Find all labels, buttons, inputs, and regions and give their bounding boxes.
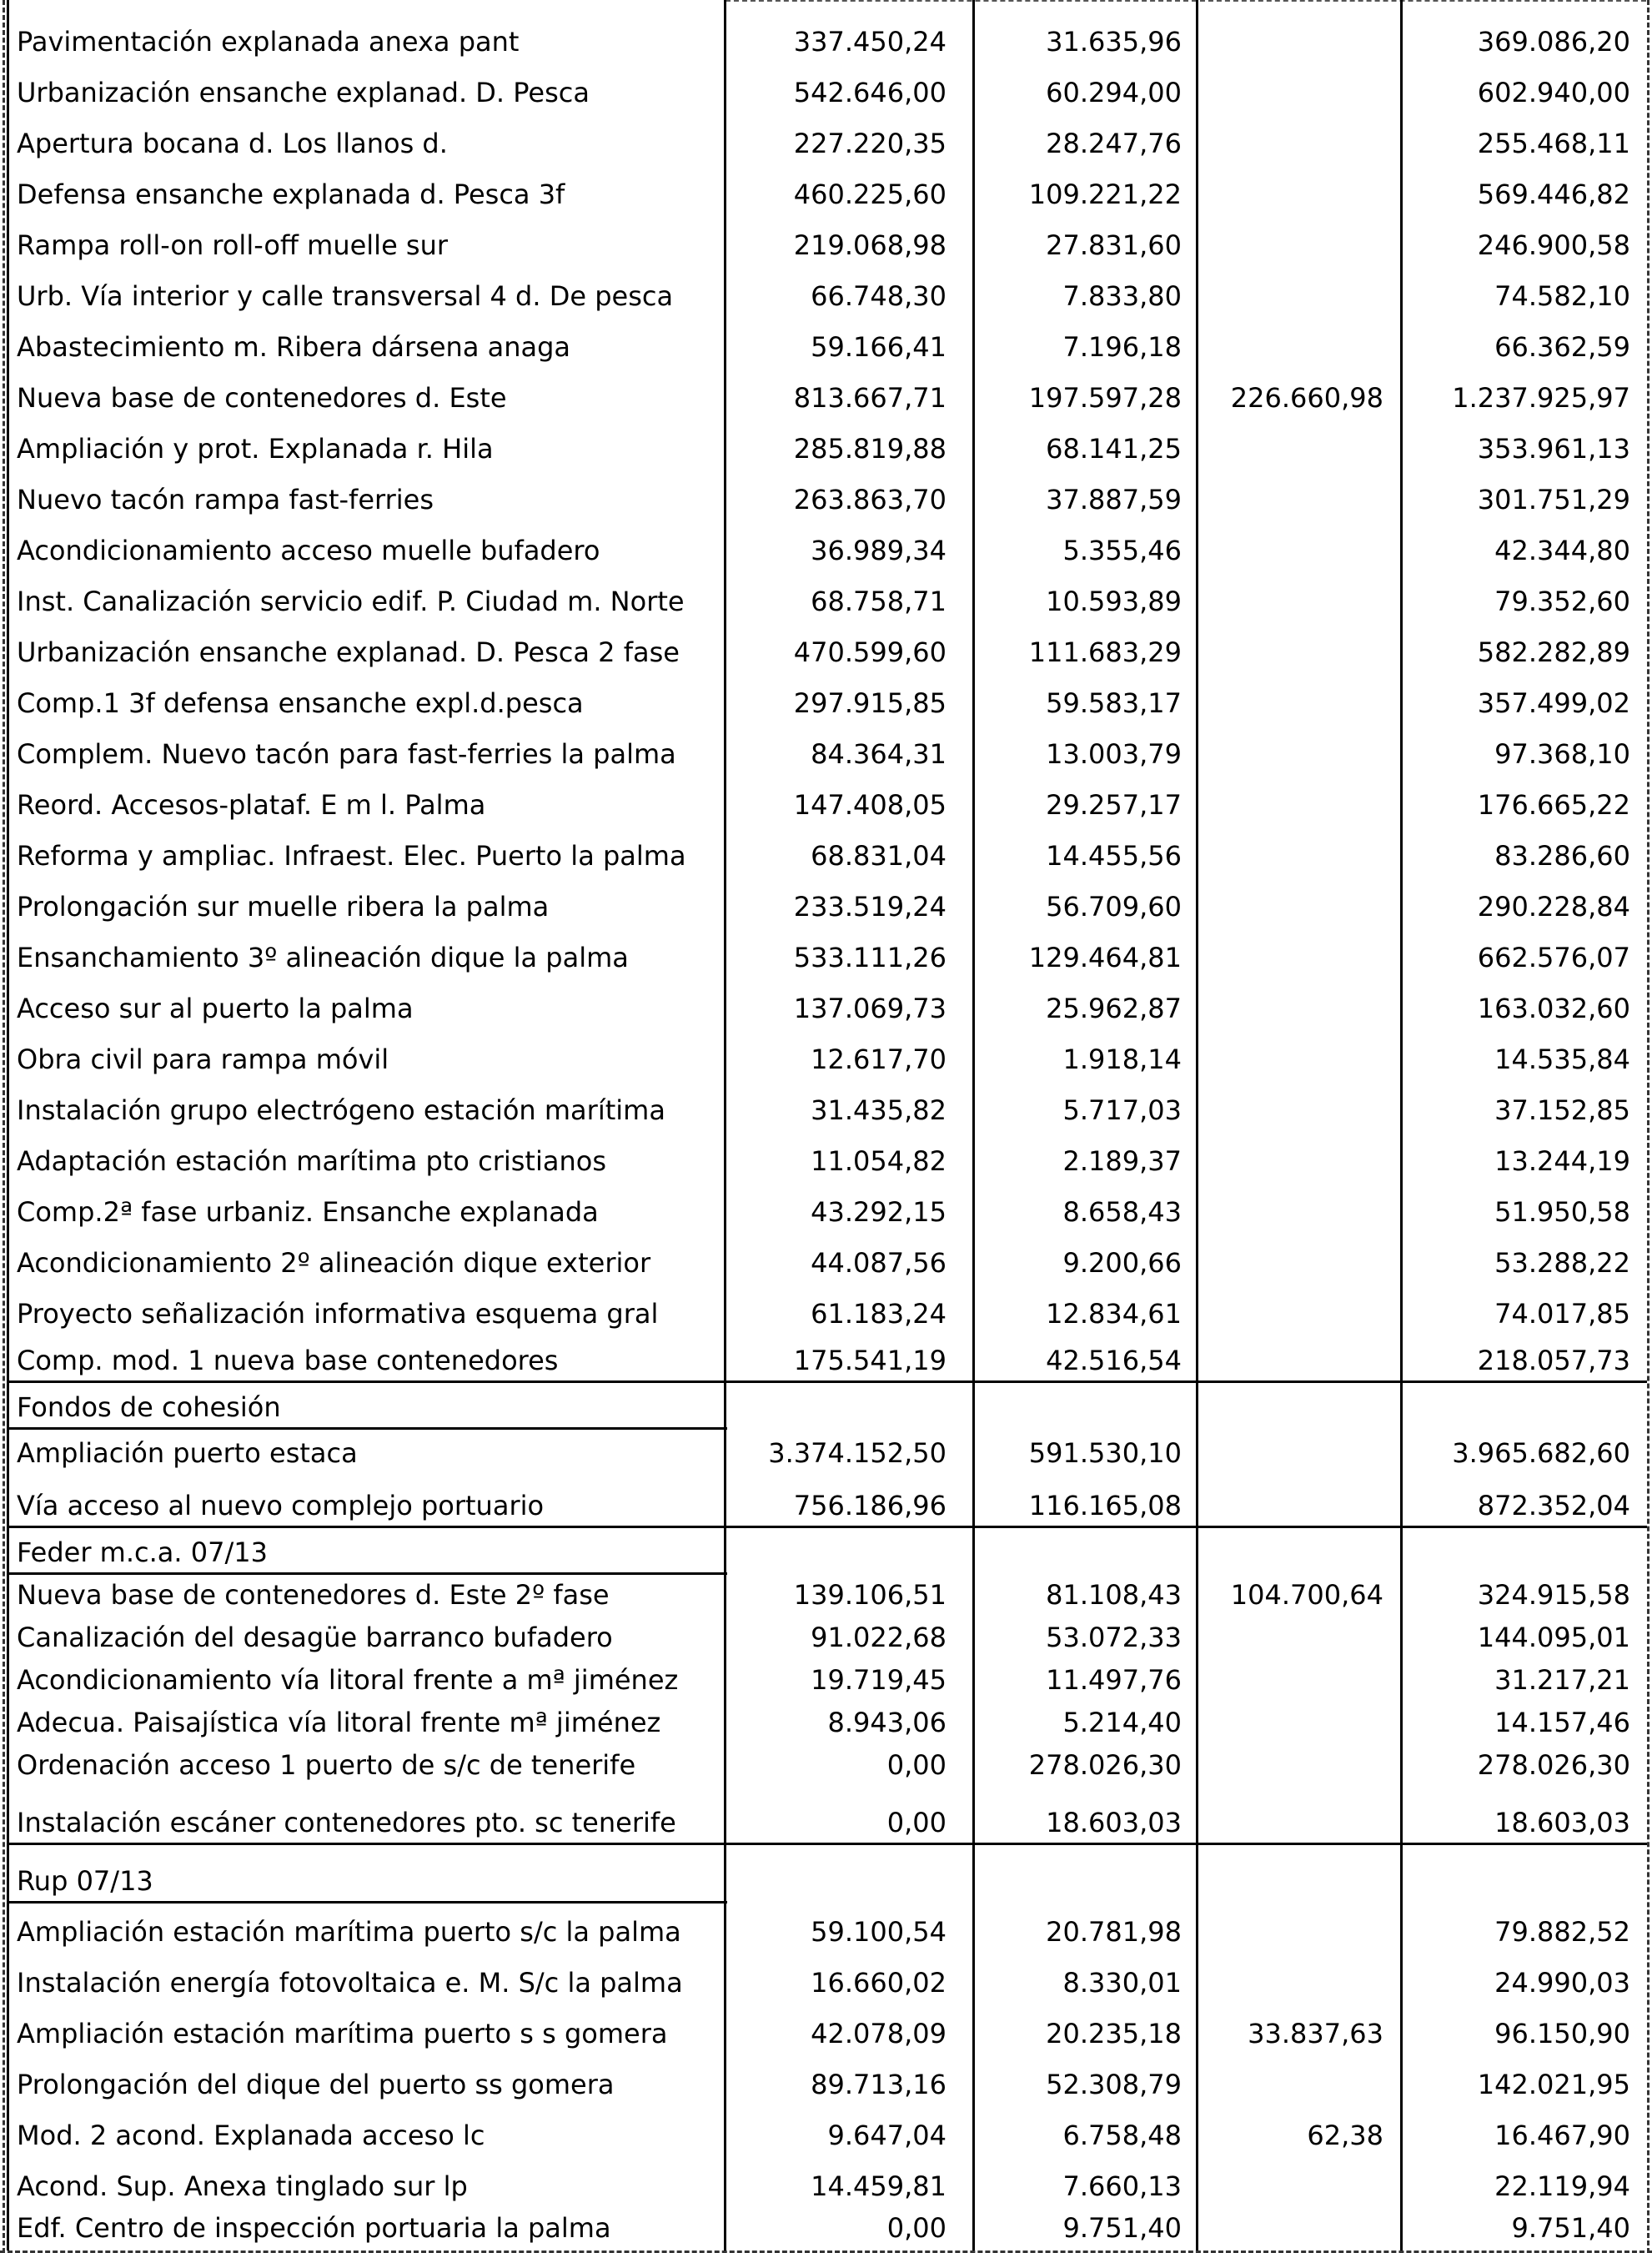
amount-col-2 [975, 1528, 1198, 1568]
amount-col-1: 533.111,26 [793, 942, 947, 973]
total-amount: 18.603,03 [1494, 1807, 1630, 1838]
project-description: Instalación energía fotovoltaica e. M. S/c la palma [17, 1967, 683, 1999]
total-amount: 662.576,07 [1477, 942, 1630, 973]
table-row [0, 1702, 1652, 1738]
project-description: Comp. mod. 1 nueva base contenedores [17, 1345, 559, 1376]
table-row [0, 115, 1652, 159]
amount-col-2: 1.918,14 [1062, 1044, 1182, 1075]
project-description: Acondicionamiento 2º alineación dique exterior [17, 1247, 651, 1279]
project-description: Abastecimiento m. Ribera dársena anaga [17, 331, 571, 363]
amount-col-2: 56.709,60 [1046, 891, 1182, 923]
table-row [0, 1031, 1652, 1075]
amount-col-1 [729, 1845, 963, 1897]
amount-col-1: 147.408,05 [793, 789, 947, 821]
table-row [0, 1745, 1652, 1781]
amount-col-2: 9.751,40 [1062, 2212, 1182, 2244]
total-amount: 353.961,13 [1477, 433, 1630, 465]
amount-col-1: 263.863,70 [793, 484, 947, 515]
amount-col-3 [1210, 1383, 1400, 1423]
total-amount: 142.021,95 [1477, 2069, 1630, 2100]
amount-col-1: 11.054,82 [811, 1145, 947, 1177]
total-amount: 22.119,94 [1494, 2170, 1630, 2202]
project-description: Acondicionamiento acceso muelle bufadero [17, 535, 600, 566]
amount-col-2: 28.247,76 [1046, 128, 1182, 159]
total-amount: 246.900,58 [1477, 229, 1630, 261]
amount-col-1: 66.748,30 [811, 280, 947, 312]
amount-col-2: 5.214,40 [1062, 1707, 1182, 1738]
table-row [0, 2209, 1652, 2244]
amount-col-3 [1210, 1476, 1400, 1521]
total-amount: 369.086,20 [1477, 26, 1630, 58]
project-description: Adaptación estación marítima pto cristianos [17, 1145, 606, 1177]
amount-col-3 [1210, 1617, 1400, 1653]
project-description: Ensanchamiento 3º alineación dique la palma [17, 942, 629, 973]
amount-col-3 [1210, 1133, 1400, 1177]
table-row [0, 13, 1652, 58]
table-row [0, 1788, 1652, 1838]
table-row [0, 1575, 1652, 1611]
amount-col-3 [1210, 420, 1400, 465]
total-amount: 53.288,22 [1494, 1247, 1630, 1279]
total-amount: 324.915,58 [1477, 1579, 1630, 1611]
amount-col-1: 68.758,71 [811, 586, 947, 617]
total-amount [1405, 1528, 1645, 1568]
total-amount: 16.467,90 [1494, 2120, 1630, 2151]
project-description: Pavimentación explanada anexa pant [17, 26, 520, 58]
amount-col-3 [1210, 1285, 1400, 1330]
amount-col-1: 59.100,54 [811, 1916, 947, 1948]
table-row [0, 2056, 1652, 2100]
project-description: Vía acceso al nuevo complejo portuario [17, 1490, 545, 1521]
table-row [0, 1954, 1652, 1999]
column-divider [7, 0, 9, 2250]
amount-col-3 [1210, 573, 1400, 617]
amount-col-3 [1210, 1430, 1400, 1469]
amount-col-1: 19.719,45 [811, 1664, 947, 1696]
amount-col-3 [1210, 1903, 1400, 1948]
project-description: Complem. Nuevo tacón para fast-ferries la palma [17, 738, 676, 770]
amount-col-3 [1210, 64, 1400, 108]
amount-col-2: 278.026,30 [1028, 1749, 1182, 1781]
table-row [0, 1430, 1652, 1469]
total-amount [1405, 1845, 1645, 1897]
total-amount: 14.157,46 [1494, 1707, 1630, 1738]
amount-col-3 [1210, 1660, 1400, 1696]
project-description: Comp.1 3f defensa ensanche expl.d.pesca [17, 687, 584, 719]
total-amount: 3.965.682,60 [1452, 1437, 1630, 1469]
project-description: Inst. Canalización servicio edif. P. Ciudad m. Norte [17, 586, 685, 617]
total-amount: 79.882,52 [1494, 1916, 1630, 1948]
project-description: Feder m.c.a. 07/13 [17, 1536, 268, 1568]
total-amount: 74.582,10 [1494, 280, 1630, 312]
table-row [0, 2107, 1652, 2151]
table-row [0, 573, 1652, 617]
project-description: Reord. Accesos-plataf. E m l. Palma [17, 789, 486, 821]
project-description: Nueva base de contenedores d. Este [17, 382, 507, 414]
total-amount: 83.286,60 [1494, 840, 1630, 872]
table-row [0, 2158, 1652, 2202]
amount-col-1: 470.599,60 [793, 636, 947, 668]
column-divider [972, 0, 975, 2250]
project-description: Fondos de cohesión [17, 1391, 281, 1423]
amount-col-3 [1210, 624, 1400, 668]
amount-col-1: 0,00 [886, 2212, 947, 2244]
table-row [0, 370, 1652, 414]
amount-col-1: 285.819,88 [793, 433, 947, 465]
table-row [0, 675, 1652, 719]
project-description: Mod. 2 acond. Explanada acceso lc [17, 2120, 485, 2151]
amount-col-2: 197.597,28 [1028, 382, 1182, 414]
amount-col-2: 20.235,18 [1046, 2018, 1182, 2049]
table-row [0, 1285, 1652, 1330]
table-row [0, 1082, 1652, 1126]
amount-col-2: 12.834,61 [1046, 1298, 1182, 1330]
project-description: Urbanización ensanche explanad. D. Pesca 2 fase [17, 636, 680, 668]
total-amount: 24.990,03 [1494, 1967, 1630, 1999]
amount-col-3 [1210, 115, 1400, 159]
table-row [0, 1903, 1652, 1948]
amount-col-2 [975, 1845, 1198, 1897]
amount-col-2: 8.658,43 [1062, 1196, 1182, 1228]
amount-col-1: 175.541,19 [793, 1345, 947, 1376]
amount-col-2: 31.635,96 [1046, 26, 1182, 58]
amount-col-3 [1210, 319, 1400, 363]
total-amount: 97.368,10 [1494, 738, 1630, 770]
column-divider [724, 0, 726, 2250]
table-row [0, 319, 1652, 363]
amount-col-2: 591.530,10 [1028, 1437, 1182, 1469]
amount-col-1: 16.660,02 [811, 1967, 947, 1999]
project-description: Urb. Vía interior y calle transversal 4 d. De pesca [17, 280, 674, 312]
amount-col-2: 7.833,80 [1062, 280, 1182, 312]
project-description: Edf. Centro de inspección portuaria la palma [17, 2212, 611, 2244]
amount-col-2: 2.189,37 [1062, 1145, 1182, 1177]
amount-col-1: 59.166,41 [811, 331, 947, 363]
table-row [0, 624, 1652, 668]
amount-col-2: 13.003,79 [1046, 738, 1182, 770]
project-description: Prolongación del dique del puerto ss gomera [17, 2069, 615, 2100]
amount-col-1: 756.186,96 [793, 1490, 947, 1521]
table-row [0, 1383, 1652, 1423]
amount-col-1: 8.943,06 [827, 1707, 947, 1738]
table-row [0, 1617, 1652, 1653]
amount-col-3 [1210, 1184, 1400, 1228]
total-amount: 144.095,01 [1477, 1622, 1630, 1653]
amount-col-3 [1210, 929, 1400, 973]
table-row [0, 268, 1652, 312]
total-amount: 13.244,19 [1494, 1145, 1630, 1177]
amount-col-1: 89.713,16 [811, 2069, 947, 2100]
amount-col-2: 8.330,01 [1062, 1967, 1182, 1999]
amount-col-2: 53.072,33 [1046, 1622, 1182, 1653]
amount-col-3 [1210, 2209, 1400, 2244]
amount-col-1: 542.646,00 [793, 77, 947, 108]
column-divider [1196, 1383, 1198, 2250]
table-row [0, 471, 1652, 515]
table-row [0, 1235, 1652, 1279]
total-amount: 218.057,73 [1477, 1345, 1630, 1376]
amount-col-1: 219.068,98 [793, 229, 947, 261]
total-amount: 79.352,60 [1494, 586, 1630, 617]
amount-col-2: 27.831,60 [1046, 229, 1182, 261]
total-amount: 51.950,58 [1494, 1196, 1630, 1228]
amount-col-2: 5.355,46 [1062, 535, 1182, 566]
amount-col-3 [1210, 13, 1400, 58]
amount-col-2: 68.141,25 [1046, 433, 1182, 465]
amount-col-1: 137.069,73 [793, 993, 947, 1024]
table-row [0, 1845, 1652, 1897]
amount-col-3 [1210, 166, 1400, 210]
table-row [0, 929, 1652, 973]
project-description: Reforma y ampliac. Infraest. Elec. Puerto la palma [17, 840, 686, 872]
amount-col-2: 109.221,22 [1028, 179, 1182, 210]
amount-col-1: 43.292,15 [811, 1196, 947, 1228]
total-amount: 163.032,60 [1477, 993, 1630, 1024]
amount-col-1: 42.078,09 [811, 2018, 947, 2049]
total-amount: 290.228,84 [1477, 891, 1630, 923]
project-description: Ampliación puerto estaca [17, 1437, 358, 1469]
project-description: Ampliación estación marítima puerto s/c la palma [17, 1916, 681, 1948]
amount-col-1: 9.647,04 [827, 2120, 947, 2151]
total-amount: 872.352,04 [1477, 1490, 1630, 1521]
amount-col-2: 7.196,18 [1062, 331, 1182, 363]
amount-col-2: 52.308,79 [1046, 2069, 1182, 2100]
amount-col-1: 14.459,81 [811, 2170, 947, 2202]
table-row [0, 1184, 1652, 1228]
page-edge-top [726, 0, 1646, 2]
amount-col-1: 84.364,31 [811, 738, 947, 770]
amount-col-2 [975, 1383, 1198, 1423]
amount-col-3 [1210, 268, 1400, 312]
total-amount [1405, 1383, 1645, 1423]
project-description: Rampa roll-on roll-off muelle sur [17, 229, 449, 261]
amount-col-2: 6.758,48 [1062, 2120, 1182, 2151]
table-row [0, 1476, 1652, 1521]
amount-col-1: 0,00 [886, 1749, 947, 1781]
project-description: Apertura bocana d. Los llanos d. [17, 128, 448, 159]
amount-col-3: 33.837,63 [1248, 2018, 1383, 2049]
amount-col-3 [1210, 471, 1400, 515]
amount-col-2: 116.165,08 [1028, 1490, 1182, 1521]
total-amount: 176.665,22 [1477, 789, 1630, 821]
table-row [0, 777, 1652, 821]
table-row [0, 1133, 1652, 1177]
table-row [0, 2005, 1652, 2049]
amount-col-2: 59.583,17 [1046, 687, 1182, 719]
project-description: Instalación escáner contenedores pto. sc tenerife [17, 1807, 676, 1838]
table-row [0, 726, 1652, 770]
amount-col-2: 42.516,54 [1046, 1345, 1182, 1376]
amount-col-1: 36.989,34 [811, 535, 947, 566]
amount-col-3 [1210, 827, 1400, 872]
project-description: Ordenación acceso 1 puerto de s/c de tenerife [17, 1749, 636, 1781]
table-row [0, 64, 1652, 108]
total-amount: 66.362,59 [1494, 331, 1630, 363]
amount-col-2: 10.593,89 [1046, 586, 1182, 617]
amount-col-3 [1210, 2056, 1400, 2100]
project-description: Rup 07/13 [17, 1865, 153, 1897]
table-row [0, 166, 1652, 210]
project-description: Proyecto señalización informativa esquema gral [17, 1298, 659, 1330]
table-row [0, 827, 1652, 872]
table-row [0, 217, 1652, 261]
amount-col-1 [729, 1383, 963, 1423]
project-description: Obra civil para rampa móvil [17, 1044, 389, 1075]
amount-col-3: 226.660,98 [1230, 382, 1383, 414]
total-amount: 602.940,00 [1477, 77, 1630, 108]
amount-col-2: 29.257,17 [1046, 789, 1182, 821]
table-row [0, 980, 1652, 1024]
amount-col-1: 3.374.152,50 [768, 1437, 947, 1469]
amount-col-2: 20.781,98 [1046, 1916, 1182, 1948]
amount-col-3: 62,38 [1307, 2120, 1383, 2151]
project-description: Acond. Sup. Anexa tinglado sur lp [17, 2170, 468, 2202]
amount-col-3 [1210, 980, 1400, 1024]
amount-col-3 [1210, 2158, 1400, 2202]
amount-col-3 [1210, 1528, 1400, 1568]
total-amount: 96.150,90 [1494, 2018, 1630, 2049]
project-description: Comp.2ª fase urbaniz. Ensanche explanada [17, 1196, 599, 1228]
amount-col-3 [1210, 1336, 1400, 1376]
project-description: Instalación grupo electrógeno estación marítima [17, 1094, 665, 1126]
amount-col-3 [1210, 217, 1400, 261]
project-description: Nuevo tacón rampa fast-ferries [17, 484, 434, 515]
total-amount: 278.026,30 [1477, 1749, 1630, 1781]
amount-col-3 [1210, 1745, 1400, 1781]
total-amount: 582.282,89 [1477, 636, 1630, 668]
project-description: Defensa ensanche explanada d. Pesca 3f [17, 179, 565, 210]
amount-col-2: 37.887,59 [1046, 484, 1182, 515]
total-amount: 42.344,80 [1494, 535, 1630, 566]
total-amount: 357.499,02 [1477, 687, 1630, 719]
table-row [0, 878, 1652, 923]
amount-col-2: 11.497,76 [1046, 1664, 1182, 1696]
amount-col-2: 81.108,43 [1046, 1579, 1182, 1611]
amount-col-3 [1210, 1845, 1400, 1897]
amount-col-1: 460.225,60 [793, 179, 947, 210]
amount-col-1: 139.106,51 [793, 1579, 947, 1611]
amount-col-3 [1210, 777, 1400, 821]
project-description: Nueva base de contenedores d. Este 2º fase [17, 1579, 610, 1611]
amount-col-1: 233.519,24 [793, 891, 947, 923]
amount-col-1: 61.183,24 [811, 1298, 947, 1330]
total-amount: 255.468,11 [1477, 128, 1630, 159]
project-description: Acceso sur al puerto la palma [17, 993, 414, 1024]
total-amount: 9.751,40 [1511, 2212, 1630, 2244]
amount-col-3 [1210, 1788, 1400, 1838]
table-row [0, 1528, 1652, 1568]
column-divider [1196, 0, 1198, 1383]
total-amount: 301.751,29 [1477, 484, 1630, 515]
amount-col-1: 297.915,85 [793, 687, 947, 719]
amount-col-1: 813.667,71 [793, 382, 947, 414]
table-row [0, 522, 1652, 566]
amount-col-3 [1210, 675, 1400, 719]
project-description: Ampliación y prot. Explanada r. Hila [17, 433, 494, 465]
amount-col-3 [1210, 1235, 1400, 1279]
amount-col-1: 91.022,68 [811, 1622, 947, 1653]
total-amount: 1.237.925,97 [1452, 382, 1630, 414]
amount-col-2: 18.603,03 [1046, 1807, 1182, 1838]
project-description: Urbanización ensanche explanad. D. Pesca [17, 77, 590, 108]
project-description: Prolongación sur muelle ribera la palma [17, 891, 550, 923]
amount-col-2: 14.455,56 [1046, 840, 1182, 872]
amount-col-3 [1210, 522, 1400, 566]
amount-col-2: 25.962,87 [1046, 993, 1182, 1024]
amount-col-1: 337.450,24 [793, 26, 947, 58]
project-description: Acondicionamiento vía litoral frente a mª jiménez [17, 1664, 679, 1696]
amount-col-3 [1210, 726, 1400, 770]
project-description: Adecua. Paisajística vía litoral frente mª jiménez [17, 1707, 661, 1738]
amount-col-3 [1210, 1031, 1400, 1075]
amount-col-3 [1210, 1082, 1400, 1126]
total-amount: 31.217,21 [1494, 1664, 1630, 1696]
amount-col-1: 31.435,82 [811, 1094, 947, 1126]
total-amount: 37.152,85 [1494, 1094, 1630, 1126]
amount-col-3: 104.700,64 [1230, 1579, 1383, 1611]
amount-col-2: 60.294,00 [1046, 77, 1182, 108]
amount-col-3 [1210, 1954, 1400, 1999]
table-row [0, 420, 1652, 465]
total-amount: 74.017,85 [1494, 1298, 1630, 1330]
project-description: Canalización del desagüe barranco bufadero [17, 1622, 613, 1653]
project-description: Ampliación estación marítima puerto s s gomera [17, 2018, 668, 2049]
amount-col-1: 0,00 [886, 1807, 947, 1838]
amount-col-2: 111.683,29 [1028, 636, 1182, 668]
amount-col-2: 129.464,81 [1028, 942, 1182, 973]
amount-col-2: 7.660,13 [1062, 2170, 1182, 2202]
amount-col-3 [1210, 1702, 1400, 1738]
amount-col-3 [1210, 878, 1400, 923]
table-row [0, 1336, 1652, 1376]
amount-col-1: 12.617,70 [811, 1044, 947, 1075]
amount-col-1: 68.831,04 [811, 840, 947, 872]
amount-col-1: 227.220,35 [793, 128, 947, 159]
amount-col-2: 9.200,66 [1062, 1247, 1182, 1279]
total-amount: 569.446,82 [1477, 179, 1630, 210]
table-row [0, 1660, 1652, 1696]
amount-col-1: 44.087,56 [811, 1247, 947, 1279]
total-amount: 14.535,84 [1494, 1044, 1630, 1075]
amount-col-1 [729, 1528, 963, 1568]
amount-col-2: 5.717,03 [1062, 1094, 1182, 1126]
column-divider [1400, 0, 1403, 2250]
